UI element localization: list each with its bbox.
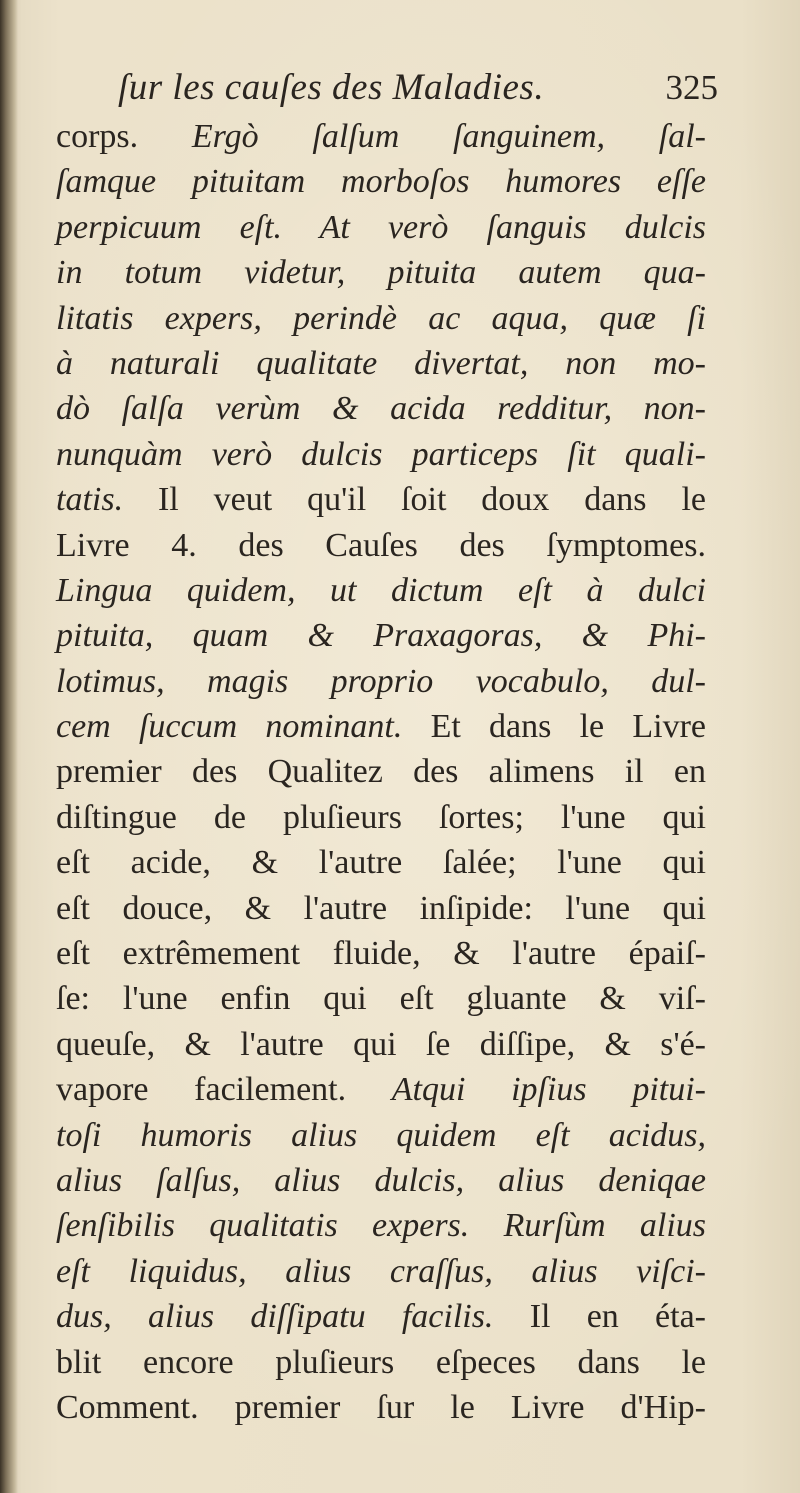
roman-span: Il veut qu'il ſoit doux dans le [157, 481, 706, 519]
text-line [56, 114, 706, 159]
roman-span: eſt acide, & l'autre ſalée; l'une qui [56, 844, 706, 882]
italic-span: cem ſuccum nominant. [56, 708, 431, 746]
text-line [56, 1294, 706, 1339]
italic-span: dò ſalſa verùm & acida redditur, non- [56, 390, 706, 428]
roman-span: Et dans le Livre [430, 708, 706, 746]
italic-span: alius ſalſus, alius dulcis, alius deniqae [56, 1161, 706, 1199]
text-line [56, 795, 706, 840]
roman-span: queuſe, & l'autre qui ſe diſſipe, & s'é- [56, 1025, 706, 1063]
body-text [56, 114, 706, 1430]
roman-span: corps. [56, 118, 192, 155]
italic-span: eſt liquidus, alius craſſus, alius viſci- [56, 1252, 706, 1290]
italic-span: dus, alius diſſipatu facilis. [56, 1298, 530, 1336]
text-line [56, 1022, 706, 1067]
text-line [56, 976, 706, 1021]
roman-span: ſe: l'une enfin qui eſt gluante & viſ- [56, 980, 706, 1018]
italic-span: à naturali qualitate divertat, non mo- [56, 344, 706, 382]
text-line [56, 704, 706, 749]
text-line [56, 659, 706, 704]
text-line [56, 1067, 706, 1112]
italic-span: Lingua quidem, ut dictum eſt à dulci [56, 571, 706, 609]
text-line [56, 159, 706, 204]
roman-span: premier des Qualitez des alimens il en [56, 753, 706, 791]
italic-span: tatis. [56, 481, 158, 519]
text-line [56, 432, 706, 477]
italic-span: pituita, quam & Praxagoras, & Phi- [56, 617, 706, 655]
text-line [56, 749, 706, 794]
text-line [56, 613, 706, 658]
text-line [56, 341, 706, 386]
text-line [56, 296, 706, 341]
roman-span: diſtingue de pluſieurs ſortes; l'une qui [56, 798, 706, 836]
text-line [56, 886, 706, 931]
italic-span: perpicuum eſt. At verò ſanguis dulcis [56, 208, 706, 246]
roman-span: blit encore pluſieurs eſpeces dans le [56, 1343, 706, 1381]
text-line [56, 205, 706, 250]
roman-span: Il en éta- [529, 1298, 706, 1336]
text-line [56, 1203, 706, 1248]
roman-span: eſt douce, & l'autre inſipide: l'une qui [56, 889, 706, 927]
italic-span: ſamque pituitam morboſos humores eſſe [56, 163, 706, 201]
text-line [56, 1249, 706, 1294]
running-title: ſur les cauſes des Maladies. [118, 67, 545, 108]
page-number: 325 [665, 68, 718, 107]
italic-span: lotimus, magis proprio vocabulo, dul- [56, 662, 706, 700]
text-line [56, 1340, 706, 1385]
italic-span: toſi humoris alius quidem eſt acidus, [56, 1116, 706, 1154]
roman-span: Livre 4. des Cauſes des ſymptomes. [56, 526, 706, 564]
text-line [56, 1385, 706, 1430]
text-line [56, 250, 706, 295]
text-line [56, 568, 706, 613]
italic-span: litatis expers, perindè ac aqua, quæ ſi [56, 299, 706, 337]
italic-span: nunquàm verò dulcis particeps ſit quali- [56, 435, 706, 473]
text-line [56, 386, 706, 431]
roman-span: vapore facilement. [56, 1071, 392, 1109]
text-line [56, 1158, 706, 1203]
text-line [56, 523, 706, 568]
binding-gutter [0, 0, 18, 1493]
italic-span: Ergò ſalſum ſanguinem, ſal- [191, 118, 706, 155]
italic-span: Atqui ipſius pitui- [391, 1071, 706, 1109]
roman-span: Comment. premier ſur le Livre d'Hip- [56, 1388, 706, 1426]
italic-span: in totum videtur, pituita autem qua- [56, 254, 706, 292]
text-line [56, 477, 706, 522]
italic-span: ſenſibilis qualitatis expers. Rurſùm alius [56, 1207, 706, 1245]
running-head [118, 64, 718, 112]
text-line [56, 1113, 706, 1158]
text-line [56, 931, 706, 976]
roman-span: eſt extrêmement fluide, & l'autre épaiſ- [56, 935, 706, 973]
text-line [56, 840, 706, 885]
